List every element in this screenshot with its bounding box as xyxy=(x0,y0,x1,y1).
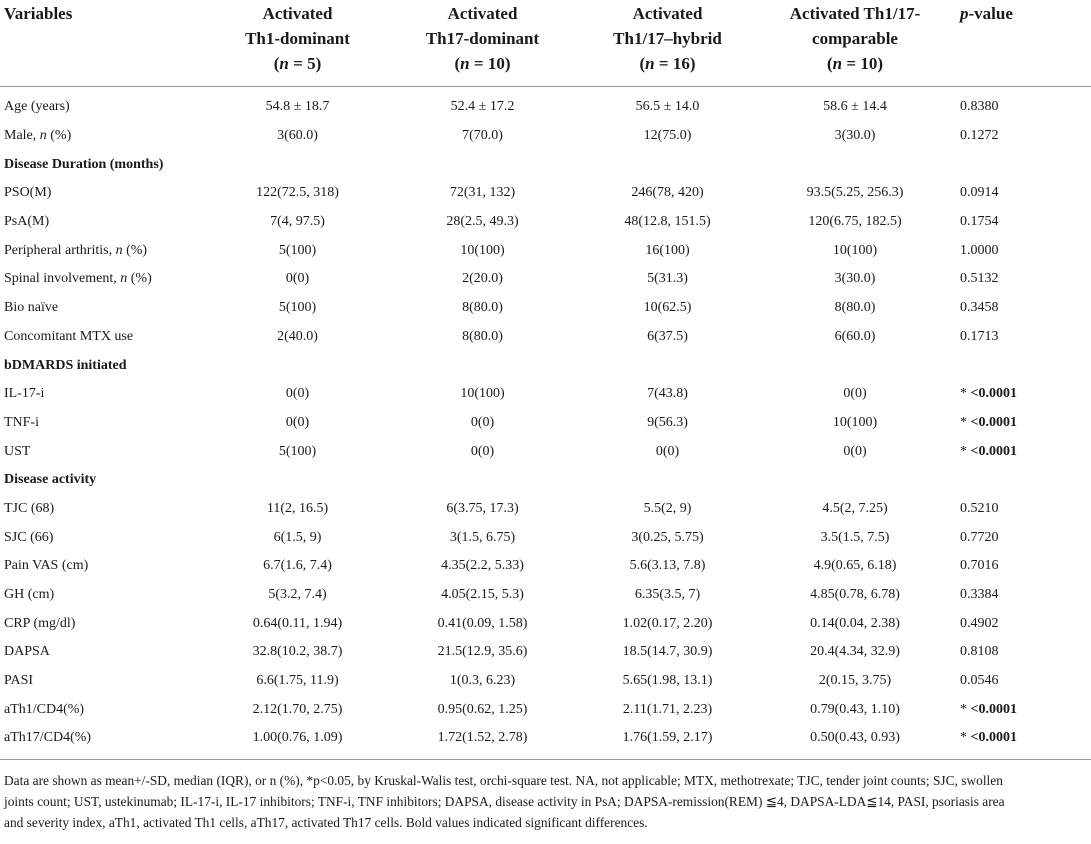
table-cell: 5(100) xyxy=(278,300,317,316)
table-cell: 246(78, 420) xyxy=(631,185,704,201)
table-cell: 1.76(1.59, 2.17) xyxy=(575,724,760,759)
table-cell: 3.5(1.5, 7.5) xyxy=(820,529,890,545)
table-cell: 1.02(0.17, 2.20) xyxy=(622,615,713,631)
table-cell: 3(60.0) xyxy=(277,128,318,144)
p-value-cell: 0.1713 xyxy=(960,328,999,344)
table-cell: 6.7(1.6, 7.4) xyxy=(263,558,332,574)
table-row xyxy=(0,208,1091,237)
row-label: Pain VAS (cm) xyxy=(4,558,89,574)
p-value-cell: * <0.0001 xyxy=(950,724,1091,759)
table-cell: 9(56.3) xyxy=(647,414,688,430)
header-line2: Th17-dominant xyxy=(425,29,540,48)
table-cell: 3(30.0) xyxy=(834,128,876,144)
table-cell: 6.35(3.5, 7) xyxy=(634,587,701,603)
footnote-line: and severity index, aTh1, activated Th1 cells, aTh17, activated Th17 cells. Bold values indicated significant differences. xyxy=(4,815,648,830)
table-row xyxy=(0,581,1091,610)
p-value-cell: * <0.0001 xyxy=(960,443,1017,459)
table-row xyxy=(0,638,1091,667)
table-cell: 3(1.5, 6.75) xyxy=(449,529,516,545)
p-value-cell: * <0.0001 xyxy=(960,386,1017,402)
table-cell: 122(72.5, 318) xyxy=(256,185,339,201)
table-cell: 28(2.5, 49.3) xyxy=(446,214,519,230)
row-label: PsA(M) xyxy=(4,214,50,230)
row-label: PASI xyxy=(4,673,34,689)
row-label: IL-17-i xyxy=(4,386,45,402)
significant-p-value: <0.0001 xyxy=(970,386,1017,402)
header-n: (n = 16) xyxy=(639,54,696,73)
table-cell: 0(0) xyxy=(470,414,495,430)
table-cell: 2.11(1.71, 2.23) xyxy=(622,701,713,717)
row-label: Bio naïve xyxy=(4,300,59,316)
header-line1: Activated xyxy=(262,4,333,23)
section-label: Disease activity xyxy=(4,472,97,488)
header-n: (n = 5) xyxy=(273,54,322,73)
table-cell: 8(80.0) xyxy=(462,328,503,344)
table-cell: 1(0.3, 6.23) xyxy=(449,673,516,689)
table-cell: 2(40.0) xyxy=(277,328,318,344)
table-cell: 11(2, 16.5) xyxy=(266,500,329,516)
p-value-cell: 0.3384 xyxy=(960,587,999,603)
row-label: Concomitant MTX use xyxy=(4,328,134,344)
table-cell: 10(100) xyxy=(832,414,878,430)
p-value-cell: 0.1272 xyxy=(960,128,999,144)
p-value-cell: 0.8380 xyxy=(960,99,999,115)
table-cell: 7(43.8) xyxy=(647,386,688,402)
p-value-cell: 0.7720 xyxy=(960,529,999,545)
table-cell: 5(100) xyxy=(278,242,317,258)
row-label: Spinal involvement, n (%) xyxy=(4,271,152,287)
table-cell: 120(6.75, 182.5) xyxy=(808,214,902,230)
p-value-cell: 0.0546 xyxy=(960,673,999,689)
table-cell: 6(1.5, 9) xyxy=(273,529,322,545)
table-cell: 0.79(0.43, 1.10) xyxy=(810,701,900,717)
table-cell: 2(0.15, 3.75) xyxy=(818,673,892,689)
row-label: aTh1/CD4(%) xyxy=(4,701,85,717)
table-row xyxy=(0,294,1091,323)
header-variables: Variables xyxy=(0,0,205,87)
header-line2: Th1-dominant xyxy=(245,29,350,48)
table-row xyxy=(0,409,1091,438)
header-p-value: p-value xyxy=(950,0,1091,87)
table-cell: 4.35(2.2, 5.33) xyxy=(441,558,524,574)
table-cell: 48(12.8, 151.5) xyxy=(624,214,711,230)
table-cell: 1.72(1.52, 2.78) xyxy=(390,724,575,759)
table-cell: 72(31, 132) xyxy=(449,185,516,201)
footnote-line: joints count; UST, ustekinumab; IL-17-i, IL-17 inhibitors; TNF-i, TNF inhibitors; DAPSA, disease activity in PsA; DAPSA-remission(REM) ≦4, DAPSA-LDA≦14, PASI, psoriasis area xyxy=(4,794,1005,809)
table-row xyxy=(0,552,1091,581)
header-th1-dominant xyxy=(205,0,390,87)
significant-p-value: <0.0001 xyxy=(970,443,1017,459)
p-value-cell: 0.4902 xyxy=(960,615,999,631)
header-line1: Activated xyxy=(632,4,703,23)
table-row xyxy=(0,667,1091,696)
row-label: TNF-i xyxy=(4,414,39,430)
p-value-cell: * <0.0001 xyxy=(960,414,1017,430)
row-label: Age (years) xyxy=(4,99,70,115)
table-cell: 5.65(1.98, 13.1) xyxy=(622,673,713,689)
table-header xyxy=(0,0,1091,87)
table-cell: 1.00(0.76, 1.09) xyxy=(205,724,390,759)
table-cell: 0(0) xyxy=(285,414,310,430)
table-cell: 0(0) xyxy=(843,443,867,459)
table-cell: 54.8 ± 18.7 xyxy=(265,99,330,115)
table-cell: 7(70.0) xyxy=(462,128,503,144)
table-row xyxy=(0,609,1091,638)
table-cell: 5(3.2, 7.4) xyxy=(268,587,327,603)
table-row xyxy=(0,265,1091,294)
table-footnote xyxy=(4,770,1084,833)
table-cell: 10(100) xyxy=(460,386,505,402)
table-cell: 5.6(3.13, 7.8) xyxy=(629,558,706,574)
table-row xyxy=(0,122,1091,151)
header-th1-17-hybrid xyxy=(575,0,760,87)
row-label: PSO(M) xyxy=(4,185,52,201)
row-label: DAPSA xyxy=(4,644,50,660)
table-cell: 20.4(4.34, 32.9) xyxy=(810,644,900,660)
table-cell: 5(31.3) xyxy=(647,271,688,287)
table-cell: 10(62.5) xyxy=(643,300,692,316)
p-value-cell: 1.0000 xyxy=(960,242,999,258)
table-row xyxy=(0,523,1091,552)
header-th17-dominant xyxy=(390,0,575,87)
row-label: SJC (66) xyxy=(4,529,54,545)
p-value-cell: 0.3458 xyxy=(960,300,999,316)
table-cell: 3(0.25, 5.75) xyxy=(631,529,704,545)
table-cell: 8(80.0) xyxy=(462,300,503,316)
p-value-cell: 0.0914 xyxy=(960,185,999,201)
footnote-line: Data are shown as mean+/-SD, median (IQR), or n (%), *p<0.05, by Kruskal-Walis test, orchi-square test. NA, not applicable; MTX, methotrexate; TJC, tender joint counts; SJC, swollen xyxy=(4,773,1003,788)
section-label: bDMARDS initiated xyxy=(4,357,127,373)
p-value-cell: * <0.0001 xyxy=(960,701,1017,717)
table-cell: 52.4 ± 17.2 xyxy=(450,99,515,115)
p-value-cell: 0.5132 xyxy=(960,271,999,287)
table-cell: 0(0) xyxy=(843,386,867,402)
table-cell: 5(100) xyxy=(278,443,317,459)
p-value-cell: 0.1754 xyxy=(960,214,999,230)
table-cell: 0.14(0.04, 2.38) xyxy=(810,615,900,631)
table-cell: 0(0) xyxy=(470,443,495,459)
table-cell: 5.5(2, 9) xyxy=(643,500,692,516)
table-cell: 0.64(0.11, 1.94) xyxy=(252,615,343,631)
table-row xyxy=(0,380,1091,409)
p-value-cell: 0.8108 xyxy=(960,644,999,660)
row-label: Male, n (%) xyxy=(4,128,72,144)
table-cell: 0.95(0.62, 1.25) xyxy=(437,701,528,717)
significant-p-value: <0.0001 xyxy=(970,701,1017,717)
table-cell: 4.05(2.15, 5.3) xyxy=(441,587,524,603)
header-n: (n = 10) xyxy=(454,54,511,73)
table-cell: 6(60.0) xyxy=(834,328,876,344)
table-row xyxy=(0,236,1091,265)
table-cell: 4.85(0.78, 6.78) xyxy=(810,587,900,603)
header-line1: Activated Th1/17- xyxy=(789,4,921,23)
section-label: Disease Duration (months) xyxy=(4,156,164,172)
section-row xyxy=(0,150,1091,179)
row-label: CRP (mg/dl) xyxy=(4,615,76,631)
table-cell: 0(0) xyxy=(655,443,680,459)
table-row xyxy=(0,179,1091,208)
table-cell: 12(75.0) xyxy=(643,128,692,144)
table-cell: 58.6 ± 14.4 xyxy=(823,99,887,115)
table-cell: 6(37.5) xyxy=(647,328,688,344)
table-cell: 10(100) xyxy=(832,242,878,258)
table-cell: 0(0) xyxy=(285,271,310,287)
table-cell: 93.5(5.25, 256.3) xyxy=(806,185,904,201)
table-cell: 16(100) xyxy=(645,242,690,258)
table-row xyxy=(0,695,1091,724)
table-cell: 0(0) xyxy=(285,386,310,402)
table-cell: 6.6(1.75, 11.9) xyxy=(256,673,339,689)
significant-p-value: <0.0001 xyxy=(970,730,1017,746)
table-cell: 7(4, 97.5) xyxy=(270,214,325,230)
p-value-cell: 0.5210 xyxy=(960,500,999,516)
table-cell: 0.41(0.09, 1.58) xyxy=(437,615,528,631)
table-row xyxy=(0,724,1091,759)
row-label: aTh17/CD4(%) xyxy=(0,724,205,759)
table-cell: 8(80.0) xyxy=(834,300,876,316)
table-cell: 3(30.0) xyxy=(834,271,876,287)
table-cell: 18.5(14.7, 30.9) xyxy=(622,644,713,660)
header-line1: Activated xyxy=(447,4,518,23)
table-cell: 0.50(0.43, 0.93) xyxy=(760,724,950,759)
table-body xyxy=(0,87,1091,760)
table-cell: 2(20.0) xyxy=(462,271,503,287)
table-cell: 10(100) xyxy=(460,242,505,258)
header-th1-17-comparable xyxy=(760,0,950,87)
table-cell: 32.8(10.2, 38.7) xyxy=(252,644,343,660)
header-line2: comparable xyxy=(812,29,898,48)
section-row xyxy=(0,466,1091,495)
table-row xyxy=(0,323,1091,352)
table-row xyxy=(0,87,1091,122)
p-value-cell: 0.7016 xyxy=(960,558,999,574)
header-line2: Th1/17–hybrid xyxy=(613,29,722,48)
table-cell: 4.9(0.65, 6.18) xyxy=(813,558,897,574)
row-label: TJC (68) xyxy=(4,500,55,516)
section-row xyxy=(0,351,1091,380)
row-label: GH (cm) xyxy=(4,587,55,603)
table-cell: 21.5(12.9, 35.6) xyxy=(437,644,528,660)
row-label: UST xyxy=(4,443,31,459)
table-cell: 6(3.75, 17.3) xyxy=(446,500,519,516)
significant-p-value: <0.0001 xyxy=(970,414,1017,430)
table-cell: 4.5(2, 7.25) xyxy=(822,500,888,516)
table-cell: 56.5 ± 14.0 xyxy=(635,99,700,115)
table-cell: 2.12(1.70, 2.75) xyxy=(252,701,343,717)
table-row xyxy=(0,437,1091,466)
table-row xyxy=(0,495,1091,524)
row-label: Peripheral arthritis, n (%) xyxy=(4,242,148,258)
header-n: (n = 10) xyxy=(827,54,883,73)
